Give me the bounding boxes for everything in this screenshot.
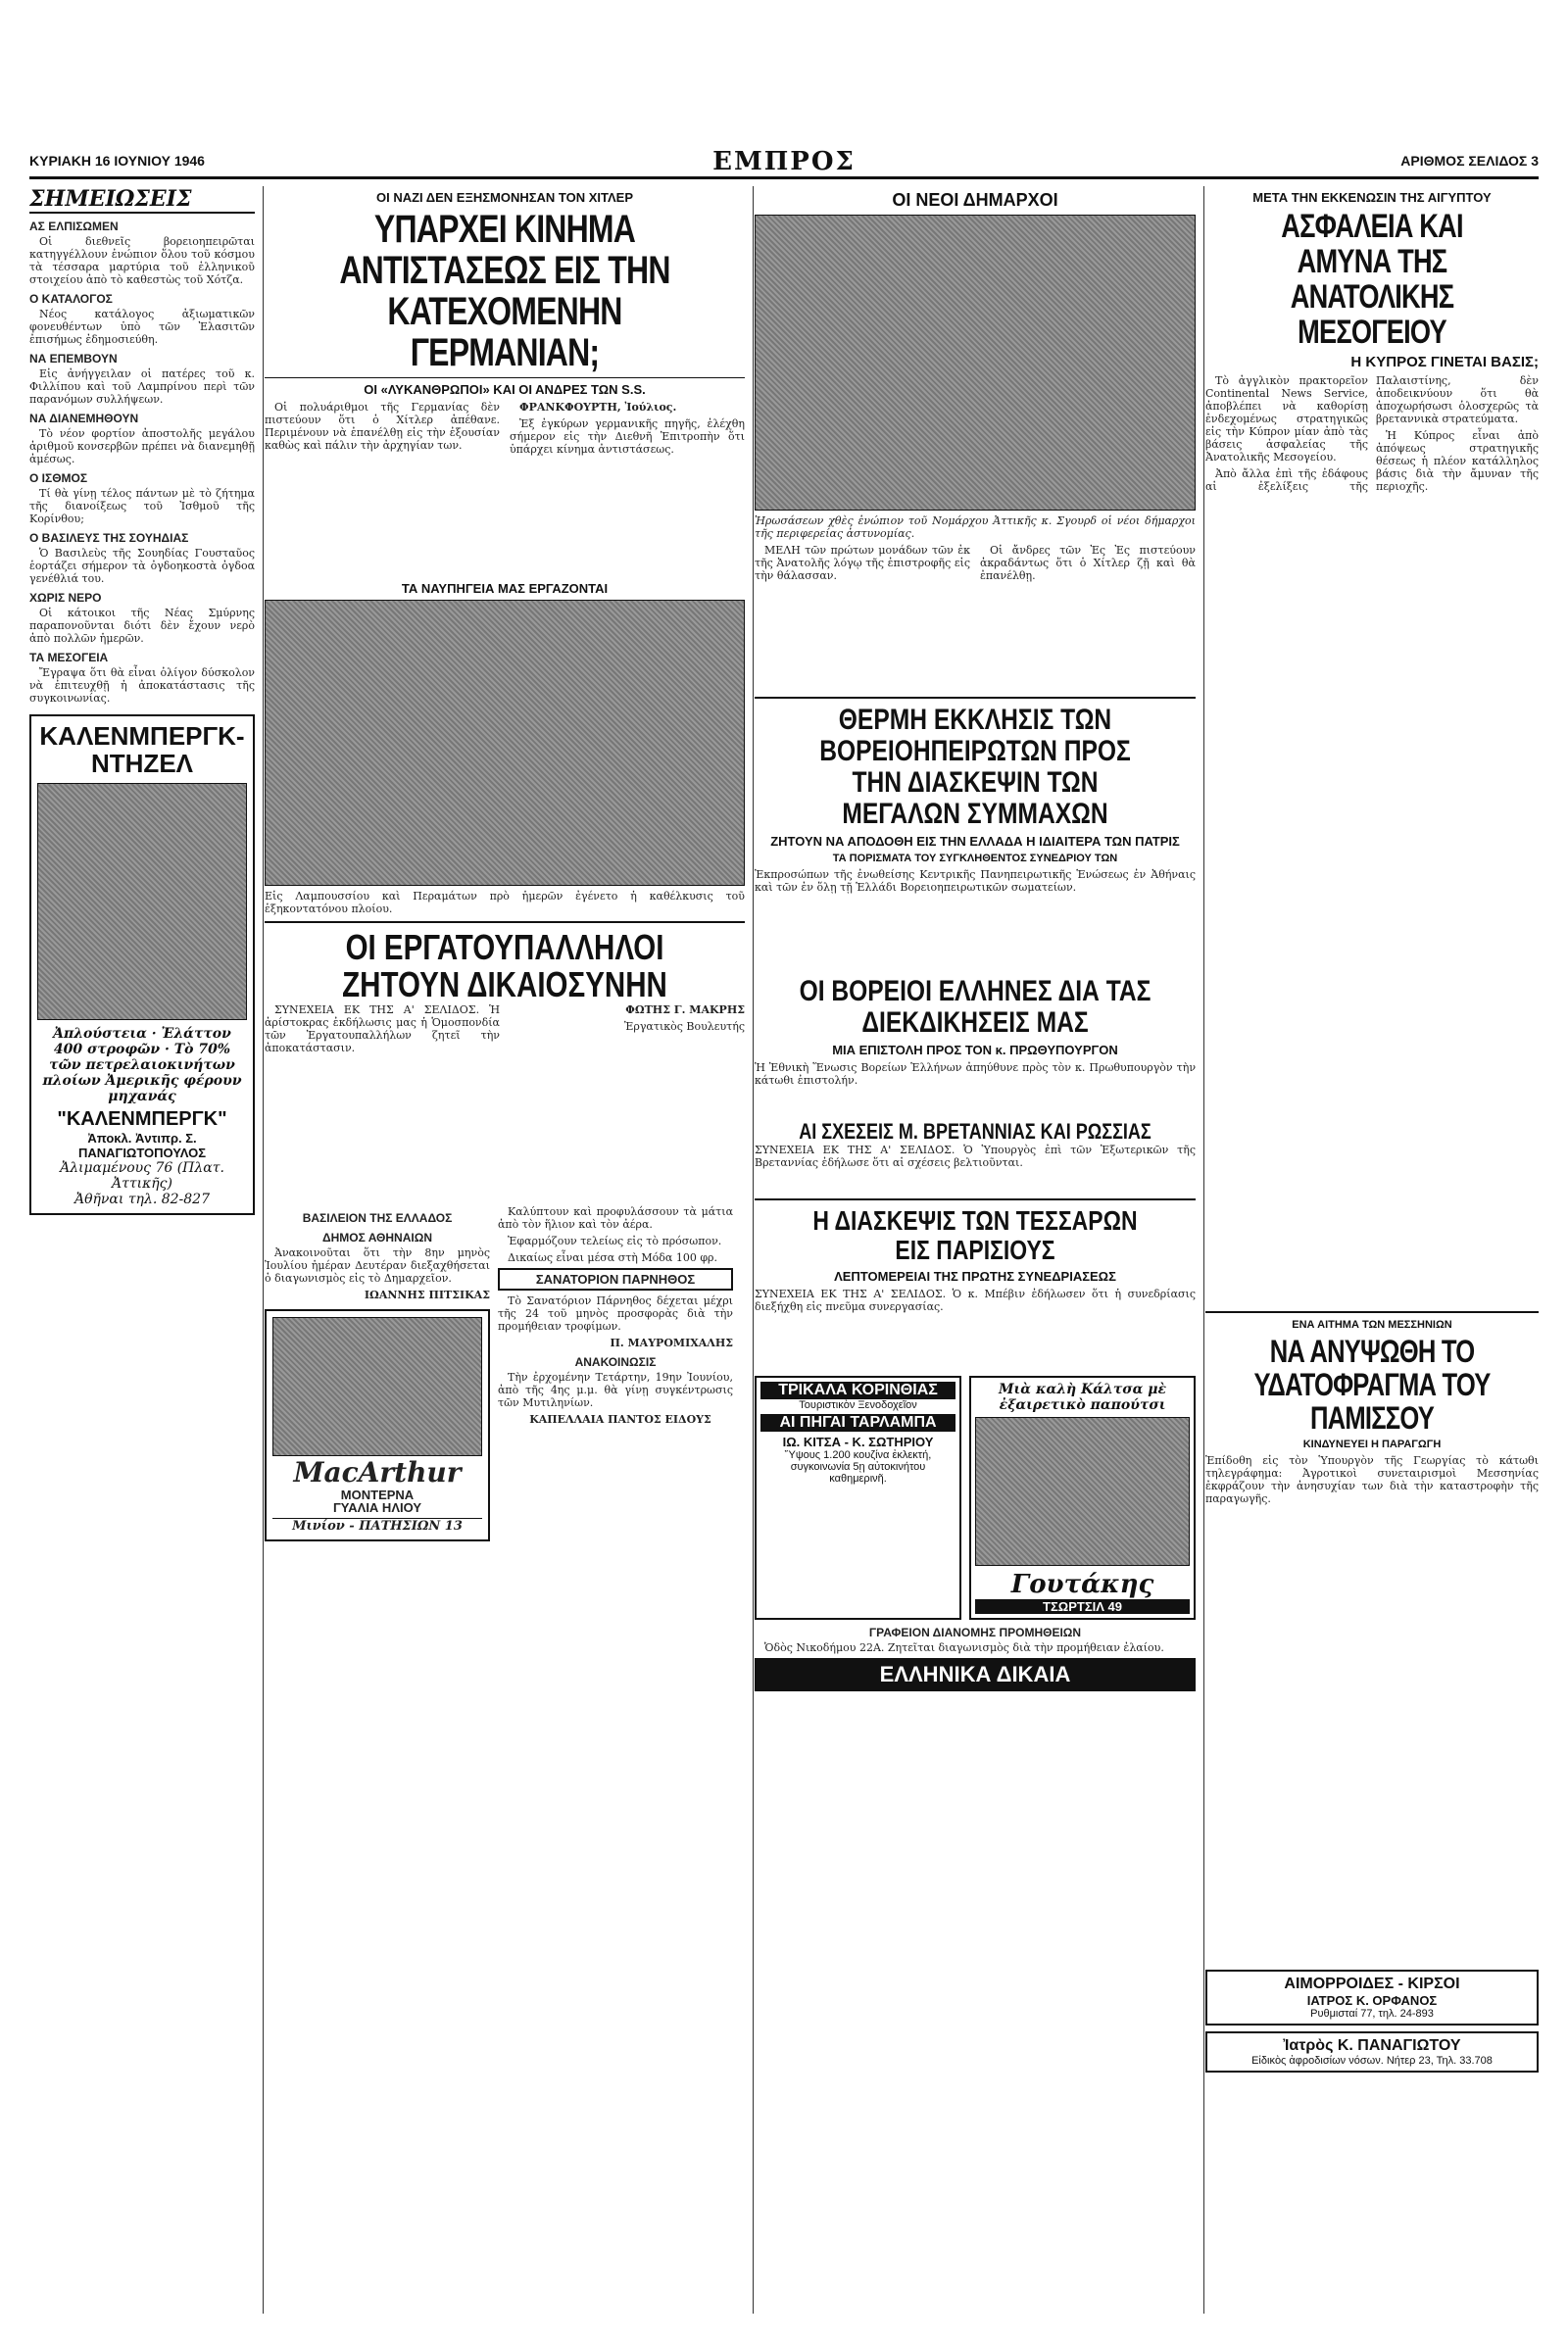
- headline-northern-greeks: ΟΙ ΒΟΡΕΙΟΙ ΕΛΛΗΝΕΣ ΔΙΑ ΤΑΣ ΔΙΕΚΔΙΚΗΣΕΙΣ ΜΑΣ: [799, 975, 1152, 1039]
- tender-title: ΓΡΑΦΕΙΟΝ ΔΙΑΝΟΜΗΣ ΠΡΟΜΗΘΕΙΩΝ: [868, 1626, 1082, 1639]
- ad-text: Δικαίως εἶναι μέσα στὴ Μόδα 100 φρ.: [508, 1251, 717, 1264]
- decree-signature: ΙΩΑΝΝΗΣ ΠΙΤΣΙΚΑΣ: [364, 1289, 490, 1301]
- note-title: ΝΑ ΕΠΕΜΒΟΥΝ: [29, 352, 118, 366]
- signature: ΦΩΤΗΣ Γ. ΜΑΚΡΗΣ: [625, 1003, 745, 1016]
- article-workers: [265, 1003, 745, 1199]
- notes-list: [29, 220, 255, 705]
- ad-brand: MacArthur: [293, 1456, 462, 1489]
- headline-dam: ΝΑ ΑΝΥΨΩΘΗ ΤΟ ΥΔΑΤΟΦΡΑΓΜΑ ΤΟΥ ΠΑΜΙΣΣΟΥ: [1253, 1334, 1491, 1436]
- shipyard-photo: [265, 600, 745, 886]
- north-text: Ἡ Ἐθνικὴ Ἕνωσις Βορείων Ἑλλήνων ἀπηύθυνε πρὸς τὸν κ. Πρωθυπουργὸν τὴν κάτωθι ἐπιστολήν.: [755, 1061, 1196, 1087]
- mayors-caption: Ἡρωσάσεων χθὲς ἐνώπιον τοῦ Νομάρχου Ἀττικῆς κ. Σγουρδ οἱ νέοι δήμαρχοι τῆς περιφερείας ἀστυνομίας.: [755, 514, 1196, 540]
- greek-rights-banner: ΕΛΛΗΝΙΚΑ ΔΙΚΑΙΑ: [755, 1658, 1196, 1691]
- headline-workers: ΟΙ ΕΡΓΑΤΟΥΠΑΛΛΗΛΟΙ ΖΗΤΟΥΝ ΔΙΚΑΙΟΣΥΝΗΝ: [342, 927, 667, 1004]
- kicker: ΜΕΤΑ ΤΗΝ ΕΚΚΕΝΩΣΙΝ ΤΗΣ ΑΙΓΥΠΤΟΥ: [1252, 190, 1492, 205]
- article-paragraph: Τὸ ἀγγλικὸν πρακτορεῖον Continental News Service, ἀποβλέπει νὰ καθορίσῃ ἐνδεχομένως στρατηγικῶς εἰς τὴν Κύπρον μίαν ἀπὸ τὰς βάσεις ἀσφαλείας τῆς Ἀνατολικῆς Μεσογείου.: [1205, 374, 1368, 464]
- article-paragraph: Οἱ ἄνδρες τῶν Ἐς Ἐς πιστεύουν ἀκραδάντως ὅτι ὁ Χίτλερ ζῇ καὶ θὰ ἐπανέλθῃ.: [980, 544, 1196, 582]
- shoe-ad-brand: Γουτάκης: [1010, 1570, 1154, 1599]
- note-text: Τὸ νέον φορτίον ἀποστολῆς μεγάλου ἀριθμοῦ κονσερβῶν πρέπει νὰ διανεμηθῇ ἀμέσως.: [29, 427, 255, 465]
- macarthur-ad: [265, 1309, 490, 1541]
- note-title: Ο ΚΑΤΑΛΟΓΟΣ: [29, 292, 113, 306]
- article-cyprus: [1205, 374, 1539, 1305]
- note-text: Νέος κατάλογος ἀξιωματικῶν φονευθέντων ὑπὸ τῶν Ἐλασιτῶν ἐπισήμως ἐδημοσιεύθη.: [29, 308, 255, 346]
- subheadline-cyprus: Η ΚΥΠΡΟΣ ΓΙΝΕΤΑΙ ΒΑΣΙΣ;: [1350, 354, 1539, 370]
- article-dateline: ΦΡΑΝΚΦΟΥΡΤΗ, Ἰούλιος.: [519, 401, 677, 414]
- article-resistance: [265, 401, 745, 577]
- note-text: Οἱ διεθνεῖς βορειοηπειρῶται κατηγγέλλουν ἐνώπιον ὅλου τοῦ κόσμου τὰ τέσσαρα μαρτύρια τοῦ ἑλληνικοῦ στοιχείου ἀπὸ τὸ καθεστὼς τοῦ Χότζα.: [29, 235, 255, 286]
- decree: [265, 1205, 490, 1541]
- article-ss: [755, 544, 1196, 691]
- doctor-ad-1: [1205, 1970, 1539, 2026]
- hotel-ad-text: Ὕψους 1.200 κουζίνα ἐκλεκτή, συγκοινωνία 5ῃ αὐτοκινήτου καθημερινῆ.: [784, 1449, 932, 1485]
- notice-text: Τὴν ἐρχομένην Τετάρτην, 19ην Ἰουνίου, ἀπὸ τῆς 4ης μ.μ. θὰ γίνῃ συγκέντρωσις τῶν Μυτιληνίων.: [498, 1371, 733, 1409]
- epirus-sub1: ΖΗΤΟΥΝ ΝΑ ΑΠΟΔΟΘΗ ΕΙΣ ΤΗΝ ΕΛΛΑΔΑ Η ΙΔΙΑΙΤΕΡΑ ΤΩΝ ΠΑΤΡΙΣ: [770, 834, 1180, 849]
- column-notes: [29, 186, 264, 2314]
- doctor-ad-address: Ρυθμισταί 77, τηλ. 24-893: [1310, 2008, 1434, 2020]
- note-title: ΝΑ ΔΙΑΝΕΜΗΘΟΥΝ: [29, 412, 139, 425]
- diesel-ad-slogan: Ἀπλούστεια · Ἐλάττον 400 στροφῶν · Τὸ 70% τῶν πετρελαιοκινήτων πλοίων Ἀμερικῆς φέρουν μηχανάς: [42, 1026, 242, 1104]
- article-paragraph: ΜΕΛΗ τῶν πρώτων μονάδων τῶν ἐκ τῆς Ἀνατολῆς λόγῳ τῆς ἐπιστροφῆς εἰς τὴν θάλασσαν.: [755, 544, 970, 582]
- dam-sub: ΚΙΝΔΥΝΕΥΕΙ Η ΠΑΡΑΓΩΓΗ: [1302, 1439, 1442, 1450]
- ad-line1: ΜΟΝΤΕΡΝΑ: [340, 1488, 415, 1502]
- sunglasses-image: [272, 1317, 482, 1456]
- hotel-ad: [755, 1376, 961, 1620]
- column-germany: [265, 186, 754, 2314]
- doctor-ad-2: [1205, 2031, 1539, 2073]
- column-epirus: [755, 186, 1204, 2314]
- subheadline: ΟΙ «ΛΥΚΑΝΘΡΩΠΟΙ» ΚΑΙ ΟΙ ΑΝΔΡΕΣ ΤΩΝ S.S.: [265, 377, 745, 397]
- hotel-ad-sub: Τουριστικὸν Ξενοδοχεῖον: [799, 1399, 917, 1411]
- note-title: ΧΩΡΙΣ ΝΕΡΟ: [29, 591, 102, 605]
- diesel-ad-title: ΚΑΛΕΝΜΠΕΡΓΚ-ΝΤΗΖΕΛ: [39, 721, 245, 778]
- epirus-sub2: ΤΑ ΠΟΡΙΣΜΑΤΑ ΤΟΥ ΣΥΓΚΛΗΘΕΝΤΟΣ ΣΥΝΕΔΡΙΟΥ ΤΩΝ: [832, 853, 1118, 864]
- shoe-ad-address: ΤΣΩΡΤΣΙΛ 49: [975, 1599, 1190, 1614]
- note-title: Ο ΒΑΣΙΛΕΥΣ ΤΗΣ ΣΟΥΗΔΙΑΣ: [29, 531, 189, 545]
- shipyard-caption: Εἰς Λαμπουσσίου καὶ Περαμάτων πρὸ ἡμερῶν ἐγένετο ἡ καθέλκυσις τοῦ ἑξηκοντατόνου πλοίου.: [265, 890, 745, 915]
- hotel-ad-title: ΤΡΙΚΑΛΑ ΚΟΡΙΝΘΙΑΣ: [760, 1382, 956, 1399]
- tender: [755, 1626, 1196, 1654]
- note-text: Οἱ κάτοικοι τῆς Νέας Σμύρνης παραπονοῦνται διότι δὲν ἔχουν νερὸ ἀπὸ πολλῶν ἡμερῶν.: [29, 607, 255, 645]
- headline-security: ΑΣΦΑΛΕΙΑ ΚΑΙ ΑΜΥΝΑ ΤΗΣ ΑΝΑΤΟΛΙΚΗΣ ΜΕΣΟΓΕΙΟΥ: [1281, 208, 1463, 351]
- tender-text: Ὁδὸς Νικοδήμου 22Α. Ζητεῖται διαγωνισμὸς διὰ τὴν προμήθειαν ἐλαίου.: [764, 1641, 1164, 1654]
- note-title: ΤΑ ΜΕΣΟΓΕΙΑ: [29, 651, 109, 664]
- kicker: ΟΙ ΝΑΖΙ ΔΕΝ ΕΞΗΣΜΟΝΗΣΑΝ ΤΟΝ ΧΙΤΛΕΡ: [375, 190, 634, 205]
- doctor-ad-name: ΙΑΤΡΟΣ Κ. ΟΡΦΑΝΟΣ: [1306, 1993, 1438, 2008]
- epirus-text: Ἐκπροσώπων τῆς ἐνωθείσης Κεντρικῆς Πανηπειρωτικῆς Ἑνώσεως ἐν Ἀθήναις καὶ τῶν ἐν ὅλῃ τῇ Ἑλλάδι Βορειοηπειρωτικῶν σωματείων.: [755, 868, 1196, 894]
- note-text: Ἔγραψα ὅτι θὰ εἶναι ὀλίγον δύσκολον νὰ ἐπιτευχθῇ ἡ ἀποκατάστασις τῆς συγκοινωνίας.: [29, 666, 255, 705]
- article-paragraph: Ἀπὸ ἄλλα ἐπὶ τῆς ἐδάφους αἱ ἐξελίξεις τῆς Παλαιστίνης, δὲν ἀποδεικνύουν ὅτι θὰ ἀποχωρήσωσι ὁλοσχερῶς τὰ βρεταννικὰ στρατεύματα.: [1205, 374, 1539, 493]
- headline-epirus: ΘΕΡΜΗ ΕΚΚΛΗΣΙΣ ΤΩΝ ΒΟΡΕΙΟΗΠΕΙΡΩΤΩΝ ΠΡΟΣ ΤΗΝ ΔΙΑΣΚΕΨΙΝ ΤΩΝ ΜΕΓΑΛΩΝ ΣΥΜΜΑΧΩΝ: [819, 704, 1131, 830]
- article-paragraph: ΣΥΝΕΧΕΙΑ ΕΚ ΤΗΣ Α' ΣΕΛΙΔΟΣ. Ἡ ἀρίστοκρας ἐκδήλωσις μας ἡ Ὁμοσπονδία τῶν Ἐργατουπαλλήλων ζητεῖ τὴν ἀποκατάστασιν.: [265, 1003, 500, 1054]
- headline-resistance: ΥΠΑΡΧΕΙ ΚΙΝΗΜΑ ΑΝΤΙΣΤΑΣΕΩΣ ΕΙΣ ΤΗΝ ΚΑΤΕΧΟΜΕΝΗΝ ΓΕΡΜΑΝΙΑΝ;: [339, 208, 670, 374]
- headline-paris: Η ΔΙΑΣΚΕΨΙΣ ΤΩΝ ΤΕΣΣΑΡΩΝ ΕΙΣ ΠΑΡΙΣΙΟΥΣ: [812, 1205, 1138, 1265]
- article-paragraph: Ἐξ ἐγκύρων γερμανικῆς πηγῆς, ἐλέχθη σήμερον εἰς τὴν Διεθνῆ Ἐπιτροπὴν ὅτι ὑπάρχει κίνημα ἀντιστάσεως.: [510, 417, 745, 456]
- dam-text: Ἐπίδοθη εἰς τὸν Ὑπουργὸν τῆς Γεωργίας τὸ κάτωθι τηλεγράφημα: Ἀγροτικοὶ συνεταιρισμοὶ Μεσσηνίας ἐκφράζουν τὴν ἀνησυχίαν των διὰ τὴν καταστροφὴν τῆς παραγωγῆς.: [1205, 1454, 1539, 1505]
- diesel-ad-brand: "ΚΑΛΕΝΜΠΕΡΓΚ": [57, 1108, 227, 1130]
- ad-text: Ἐφαρμόζουν τελείως εἰς τὸ πρόσωπον.: [508, 1235, 722, 1247]
- sanatorium-signature: Π. ΜΑΥΡΟΜΙΧΑΛΗΣ: [610, 1337, 733, 1349]
- sanatorium-text: Τὸ Σανατόριον Πάρνηθος δέχεται μέχρι τῆς 24 τοῦ μηνὸς προσφορὰς διὰ τὴν προμήθειαν τροφίμων.: [498, 1294, 733, 1333]
- notice-signature: ΚΑΠΕΛΛΑΙΑ ΠΑΝΤΟΣ ΕΙΔΟΥΣ: [529, 1413, 711, 1426]
- diesel-ad-agent: Ἀποκλ. Ἀντιπρ. Σ. ΠΑΝΑΓΙΩΤΟΠΟΥΛΟΣ: [77, 1131, 207, 1160]
- headline-relations: ΑΙ ΣΧΕΣΕΙΣ Μ. ΒΡΕΤΑΝΝΙΑΣ ΚΑΙ ΡΩΣΣΙΑΣ: [799, 1119, 1152, 1144]
- decree-text: Ἀνακοινοῦται ὅτι τὴν 8ην μηνὸς Ἰουλίου ἡμέραν Δευτέραν διεξαχθήσεται ὁ διαγωνισμὸς εἰς τὸ Δημαρχεῖον.: [265, 1246, 490, 1285]
- shoe-ad-title: Μιὰ καλὴ Κάλτσα μὲ ἐξαιρετικὸ παπούτσι: [999, 1382, 1166, 1413]
- diesel-ad: [29, 714, 255, 1215]
- sanatorium-title: ΣΑΝΑΤΟΡΙΟΝ ΠΑΡΝΗΘΟΣ: [498, 1268, 733, 1291]
- ad-shop: Μινίον - ΠΑΤΗΣΙΩΝ 13: [272, 1518, 482, 1534]
- shoes-image: [975, 1417, 1190, 1566]
- diesel-ad-phone: Ἀθῆναι τηλ. 82-827: [74, 1192, 210, 1207]
- doctor-ad-address: Εἰδικὸς ἀφροδισίων νόσων. Νήτερ 23, Τηλ. 33.708: [1251, 2055, 1493, 2067]
- header-page-number: ΑΡΙΘΜΟΣ ΣΕΛΙΔΟΣ 3: [1400, 153, 1539, 169]
- note-text: Ὁ Βασιλεὺς τῆς Σουηδίας Γουσταῦος ἑορτάζει σήμερον τὰ ὀγδοηκοστὰ ὀγδοα γενέθλιά του.: [29, 547, 255, 585]
- note-title: Ο ΙΣΘΜΟΣ: [29, 471, 88, 485]
- shipyard-caption-title: ΤΑ ΝΑΥΠΗΓΕΙΑ ΜΑΣ ΕΡΓΑΖΟΝΤΑΙ: [401, 581, 609, 596]
- diesel-ad-address: Ἀλιμαμένους 76 (Πλατ. Ἀττικῆς): [60, 1160, 224, 1192]
- section-title: ΣΗΜΕΙΩΣΕΙΣ: [29, 186, 255, 214]
- north-sub: ΜΙΑ ΕΠΙΣΤΟΛΗ ΠΡΟΣ ΤΟΝ κ. ΠΡΩΘΥΠΟΥΡΓΟΝ: [832, 1043, 1118, 1057]
- note-title: ΑΣ ΕΛΠΙΣΩΜΕΝ: [29, 220, 119, 233]
- decree-subtitle: ΔΗΜΟΣ ΑΘΗΝΑΙΩΝ: [321, 1231, 432, 1245]
- article-paragraph: Ἡ Κύπρος εἶναι ἀπὸ ἀπόψεως στρατηγικῆς θέσεως ἡ πλέον κατάλληλος βάσις διὰ τὴν ἄμυναν τῆς περιοχῆς.: [1376, 429, 1539, 493]
- header-date: ΚΥΡΙΑΚΗ 16 ΙΟΥΝΙΟΥ 1946: [29, 153, 205, 169]
- engine-image: [37, 783, 247, 1020]
- masthead-title: ΕΜΠΡΟΣ: [712, 147, 856, 176]
- page-header: [29, 147, 1539, 179]
- decree-title: ΒΑΣΙΛΕΙΟΝ ΤΗΣ ΕΛΛΑΔΟΣ: [302, 1211, 453, 1225]
- doctor-ad-name: Ἰατρὸς Κ. ΠΑΝΑΓΙΩΤΟΥ: [1283, 2037, 1461, 2054]
- paris-text: ΣΥΝΕΧΕΙΑ ΕΚ ΤΗΣ Α' ΣΕΛΙΔΟΣ. Ὁ κ. Μπέβιν ἐδήλωσεν ὅτι ἡ συνεδρίασις διεξήχθη εἰς πνεῦμα συνεργασίας.: [755, 1288, 1196, 1313]
- column-mediterranean: [1205, 186, 1539, 2314]
- doctor-ad-title: ΑΙΜΟΡΡΟΙΔΕΣ - ΚΙΡΣΟΙ: [1284, 1976, 1460, 1992]
- ad-text-column: [498, 1205, 733, 1541]
- article-paragraph: Οἱ πολυάριθμοι τῆς Γερμανίας δὲν πιστεύουν ὅτι ὁ Χίτλερ ἀπέθανε. Περιμένουν νὰ ἐπανέλθῃ εἰς τὴν ἐξουσίαν καθὼς καὶ πάλιν τὴν ἀρχηγίαν των.: [265, 401, 500, 452]
- shoe-ad: [969, 1376, 1196, 1620]
- hotel-ad-owner: ΙΩ. ΚΙΤΣΑ - Κ. ΣΩΤΗΡΙΟΥ: [782, 1435, 934, 1449]
- notice-title: ΑΝΑΚΟΙΝΩΣΙΣ: [574, 1355, 657, 1369]
- relations-text: ΣΥΝΕΧΕΙΑ ΕΚ ΤΗΣ Α' ΣΕΛΙΔΟΣ. Ὁ Ὑπουργὸς ἐπὶ τῶν Ἐξωτερικῶν τῆς Βρεταννίας ἐδήλωσε ὅτι αἱ σχέσεις βελτιοῦνται.: [755, 1144, 1196, 1169]
- mayors-photo: [755, 215, 1196, 511]
- note-text: Εἰς ἀνήγγειλαν οἱ πατέρες τοῦ κ. Φιλλίπου καὶ τοῦ Λαμπρίνου περὶ τῶν παρανόμων συλλήψεων.: [29, 367, 255, 406]
- note-text: Τί θὰ γίνῃ τέλος πάντων μὲ τὸ ζήτημα τῆς διανοίξεως τοῦ Ἰσθμοῦ τῆς Κορίνθου;: [29, 487, 255, 525]
- ad-line2: ΓΥΑΛΙΑ ΗΛΙΟΥ: [332, 1500, 422, 1515]
- paris-sub: ΛΕΠΤΟΜΕΡΕΙΑΙ ΤΗΣ ΠΡΩΤΗΣ ΣΥΝΕΔΡΙΑΣΕΩΣ: [834, 1269, 1116, 1284]
- signature-role: Ἐργατικὸς Βουλευτής: [624, 1020, 745, 1033]
- mayors-photo-title: ΟΙ ΝΕΟΙ ΔΗΜΑΡΧΟΙ: [892, 190, 1058, 210]
- dam-kicker: ΕΝΑ ΑΙΤΗΜΑ ΤΩΝ ΜΕΣΣΗΝΙΩΝ: [1292, 1319, 1452, 1331]
- hotel-ad-name: ΑΙ ΠΗΓΑΙ ΤΑΡΛΑΜΠΑ: [760, 1414, 956, 1432]
- ad-text: Καλύπτουν καὶ προφυλάσσουν τὰ μάτια ἀπὸ τὸν ἥλιον καὶ τὸν ἀέρα.: [498, 1205, 733, 1231]
